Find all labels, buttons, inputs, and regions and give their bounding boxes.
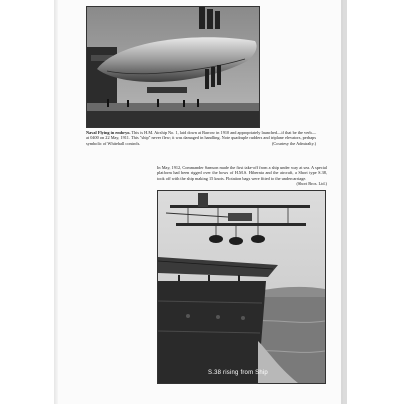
page-edge-right (343, 0, 347, 404)
aircraft-photo (157, 190, 326, 384)
airship-photo (86, 6, 260, 128)
caption-body: In May, 1912, Commander Samson made the first take-off from a ship under way at sea. A special platform had been rigged over the bows of H.M.S. Hibernia and the aircraft, a Short type S.38, took off with the ship making 15 knots. Flotation bags were fitted to the undercarriage. (157, 165, 327, 181)
caption-body: This is H.M. Airship No. 1, laid down at Barrow in 1910 and appropriately launched—if that be the verb—at 0400 on 22 May, 1911. This "ship" never flew; it was damaged in handling. Note quadruple rudders and triplane elevators, perhaps symbolic of Whitehall controls. (86, 130, 316, 146)
caption-lead: Naval Flying in embryo. (86, 130, 131, 135)
caption-credit: (Courtesy the Admiralty.) (272, 140, 316, 146)
airship-caption (86, 130, 316, 146)
aircraft-illustration (158, 191, 325, 383)
photo-label: S.38 rising from Ship (208, 370, 268, 376)
airship-illustration (87, 7, 259, 127)
caption-credit: (Short Bros. Ltd.) (296, 180, 327, 186)
aircraft-caption (157, 165, 327, 186)
